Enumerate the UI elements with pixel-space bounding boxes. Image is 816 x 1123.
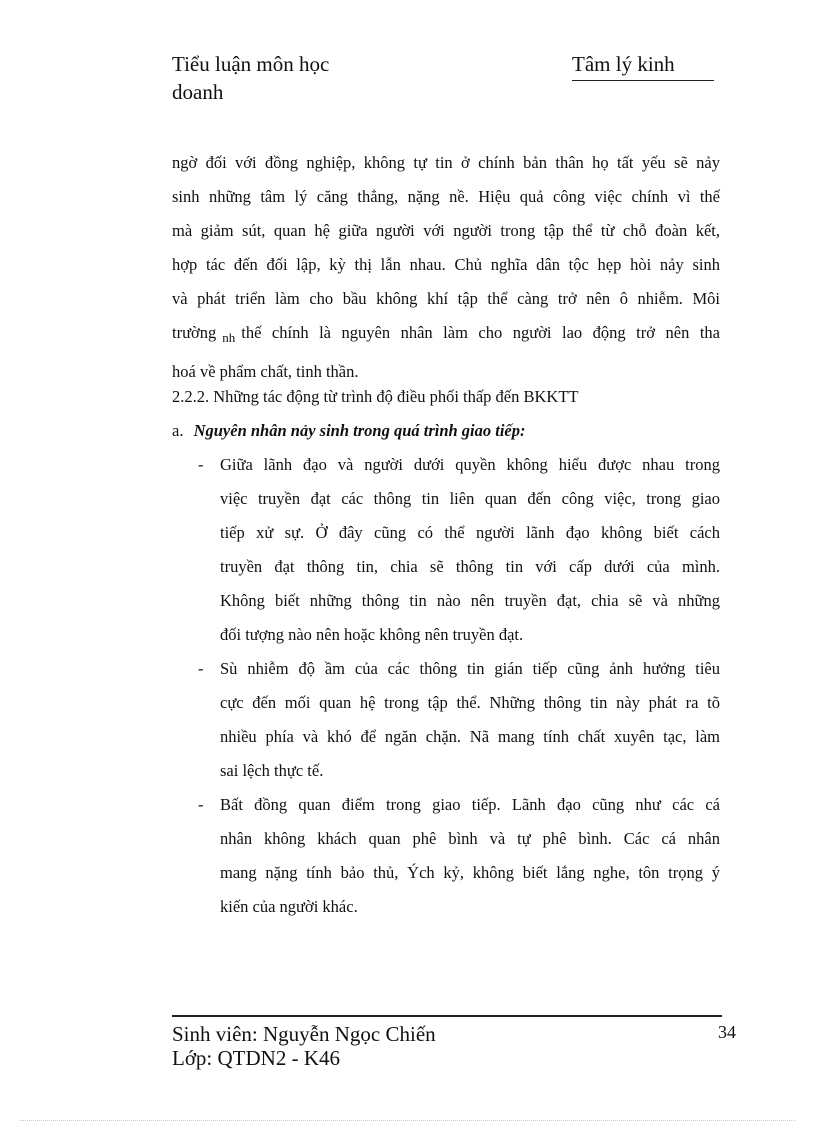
paragraph-line: ngờ đối với đồng nghiệp, không tự tin ở chính bản thân họ tất yếu sẽ nảy (172, 153, 720, 172)
bullet-list (172, 448, 720, 924)
bullet-item (172, 448, 720, 652)
section-heading: 2.2.2. Những tác động từ trình độ điều phối thấp đến BKKTT (172, 387, 579, 406)
item-a-marker: a. (172, 421, 184, 440)
header-wrap-text: doanh (172, 80, 224, 104)
page-bottom-edge (20, 1120, 796, 1121)
bullet-item (172, 652, 720, 788)
paragraph-line: và phát triển làm cho bầu không khí tập thể càng trở nên ô nhiễm. Môi (172, 289, 720, 308)
paragraph-line-6-end: thế chính là nguyên nhân làm cho người lao động trở nên tha (241, 323, 720, 342)
bullet-line: việc truyền đạt các thông tin liên quan đến công việc, trong giao (220, 489, 720, 508)
bullet-dash: - (198, 455, 204, 474)
page-number: 34 (718, 1022, 736, 1042)
paragraph-line: hoá về phẩm chất, tinh thần. (172, 362, 359, 381)
paragraph-line: sinh những tâm lý căng thẳng, nặng nề. Hiệu quả công việc chính vì thế (172, 187, 720, 206)
bullet-line: nhiều phía và khó để ngăn chặn. Nã mang tính chất xuyên tạc, làm (220, 727, 720, 746)
bullet-line: kiến của người khác. (220, 897, 358, 916)
bullet-line: Sù nhiễm độ ầm của các thông tin gián tiếp cũng ảnh hưởng tiêu (220, 659, 720, 678)
bullet-line: sai lệch thực tế. (220, 761, 324, 780)
bullet-line: đối tượng nào nên hoặc không nên truyền đạt. (220, 625, 524, 644)
bullet-line: Giữa lãnh đạo và người dưới quyền không hiểu được nhau trong (220, 455, 720, 474)
header-rule (572, 80, 714, 81)
bullet-line: nhân không khách quan phê bình và tự phê bình. Các cá nhân (220, 829, 720, 848)
footer-student-name: Sinh viên: Nguyễn Ngọc Chiến (172, 1022, 436, 1046)
bullet-dash: - (198, 659, 204, 678)
item-a-title: Nguyên nhân nảy sinh trong quá trình giao tiếp: (193, 421, 526, 440)
bullet-line: Bất đồng quan điểm trong giao tiếp. Lãnh đạo cũng như các cá (220, 795, 720, 814)
bullet-line: mang nặng tính bảo thủ, Ých kỷ, không biết lắng nghe, tôn trọng ý (220, 863, 720, 882)
header-right-title: Tâm lý kinh (572, 52, 675, 76)
paragraph-line: hợp tác đến đối lập, kỳ thị lẫn nhau. Chủ nghĩa dân tộc hẹp hòi nảy sinh (172, 255, 720, 274)
header-left-title: Tiểu luận môn học (172, 52, 330, 76)
paragraph-line-6-start: trường (172, 323, 217, 342)
paragraph-1 (172, 146, 720, 389)
bullet-line: truyền đạt thông tin, chia sẽ thông tin với cấp dưới của mình. (220, 557, 720, 576)
bullet-line: cực đến mối quan hệ trong tập thể. Những thông tin này phát ra tõ (220, 693, 720, 712)
bullet-line: Không biết những thông tin nào nên truyền đạt, chia sẽ và những (220, 591, 720, 610)
item-a-heading (172, 414, 526, 448)
bullet-item (172, 788, 720, 924)
bullet-line: tiếp xử sự. Ở đây cũng có thể người lãnh đạo không biết cách (220, 523, 720, 542)
footer-rule (172, 1015, 722, 1017)
bullet-dash: - (198, 795, 204, 814)
paragraph-line: mà giảm sút, quan hệ giữa người với người trong tập thể từ chỗ đoàn kết, (172, 221, 720, 240)
footer-class: Lớp: QTDN2 - K46 (172, 1046, 340, 1070)
paragraph-line-6-sub: nh (222, 330, 236, 345)
paragraph-line (172, 316, 720, 355)
